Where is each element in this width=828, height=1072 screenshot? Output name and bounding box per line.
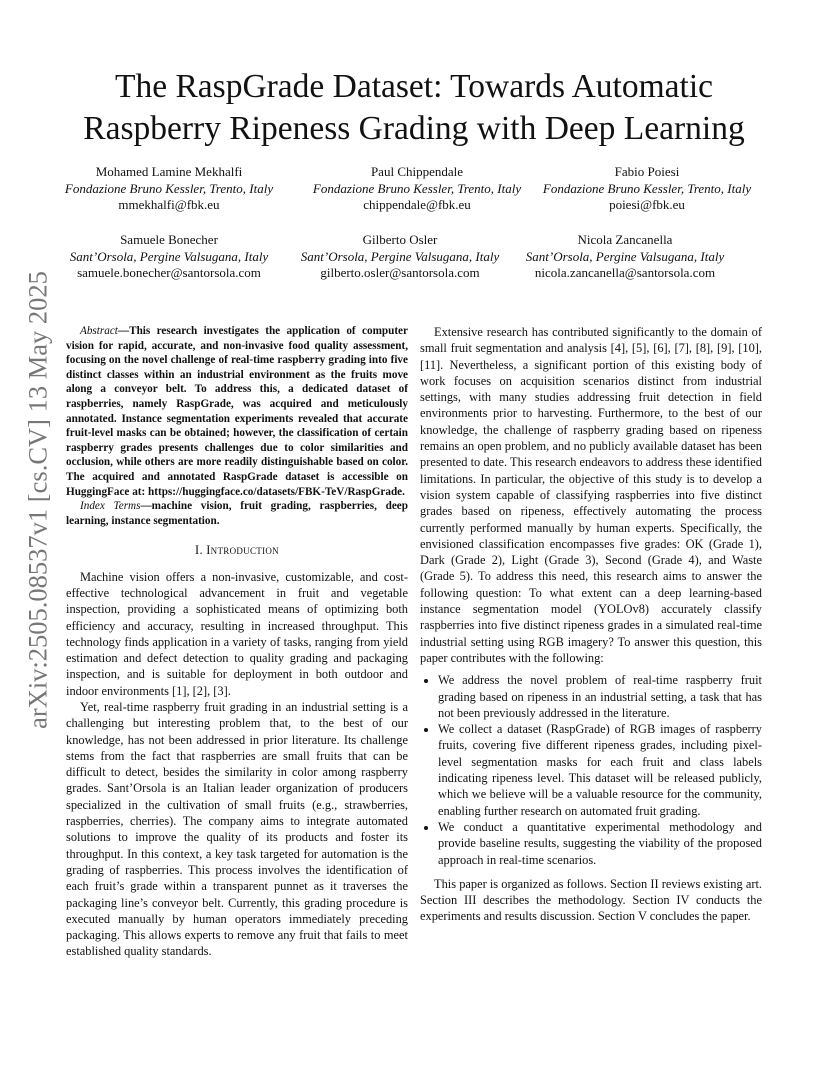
right-column <box>420 324 762 925</box>
author-affiliation: Fondazione Bruno Kessler, Trento, Italy <box>542 180 752 196</box>
arxiv-stamp-text: arXiv:2505.08537v1 [cs.CV] 13 May 2025 <box>22 270 53 729</box>
author-email: gilberto.osler@santorsola.com <box>320 265 480 280</box>
author-name: Gilberto Osler <box>362 232 438 247</box>
author-email: nicola.zancanella@santorsola.com <box>534 265 716 280</box>
body-paragraph: Yet, real-time raspberry fruit grading in an industrial setting is a challenging but interesting problem that, to the best of our knowledge, has not been addressed in prior literature. Its challenge stems from the fact that raspberries are small fruits that can be difficult to detect, besides the similarity in color among raspberry grades. Sant’Orsola is an Italian leader organization of producers specialized in the cultivation of small fruits (e.g., strawberries, raspberries, cherries). The company aims to integrate automated solutions to improve the quality of its products and foster its throughput. In this context, a key task targeted for automation is the grading of raspberries. This process involves the identification of each fruit’s grade within a transparent punnet as it traverses the packaging line’s conveyor belt. Currently, this grading procedure is executed manually by human operators immediately preceding packaging. This allows experts to remove any fruit that fails to meet established quality standards. <box>66 699 408 959</box>
author-block <box>275 232 525 282</box>
list-item: • We conduct a quantitative experimental methodology and provide baseline results, suggesting the viability of the proposed approach in real-time scenarios. <box>438 819 762 868</box>
arxiv-stamp <box>20 270 56 729</box>
list-item: • We collect a dataset (RaspGrade) of RGB images of raspberry fruits, covering five different ripeness grades, including pixel-level segmentation masks for each fruit and class labels indicating ripeness level. This dataset will be released publicly, which we believe will be a valuable resource for the community, enabling further research on automated fruit grading. <box>438 721 762 819</box>
paper-title <box>0 66 828 150</box>
author-email: mmekhalfi@fbk.eu <box>118 197 220 212</box>
index-terms-label: Index Terms <box>80 500 141 513</box>
title-line-1: The RaspGrade Dataset: Towards Automatic <box>114 68 713 105</box>
author-affiliation: Sant’Orsola, Pergine Valsugana, Italy <box>300 248 500 264</box>
left-column <box>66 324 408 960</box>
body-paragraph: This paper is organized as follows. Section II reviews existing art. Section III describes the methodology. Section IV conducts the experiments and results discussion. Section V concludes the paper. <box>420 876 762 924</box>
body-paragraph: Extensive research has contributed significantly to the domain of small fruit segmentation and analysis [4], [5], [6], [7], [8], [9], [10], [11]. Nevertheless, a significant portion of this existing body of work focuses on acquisition scenarios distinct from industrial settings, with many studies addressing fruit detection in field environments prior to harvesting. Furthermore, to the best of our knowledge, the challenge of raspberry grading based on ripeness remains an open problem, and no publicly available dataset has been presented to date. This research endeavors to address these identified limitations. In particular, the objective of this study is to develop a vision system capable of classifying raspberries into five distinct grades based on ripeness, effectively automating the process currently performed manually by human experts. Specifically, the envisioned classification encompasses five grades: OK (Grade 1), Dark (Grade 2), Light (Grade 3), Second (Grade 4), and Waste (Grade 5). To address this need, this research aims to answer the following question: To what extent can a deep learning-based instance segmentation model (YOLOv8) accurately classify raspberries into five distinct ripeness grades in a simulated real-time industrial setting using RGB imagery? To answer this question, this paper contributes with the following: <box>420 325 762 665</box>
author-email: chippendale@fbk.eu <box>363 197 471 212</box>
abstract-label: Abstract <box>80 325 118 337</box>
author-affiliation: Sant’Orsola, Pergine Valsugana, Italy <box>69 248 269 264</box>
section-number: I. <box>195 543 207 558</box>
author-email: samuele.bonecher@santorsola.com <box>77 265 261 280</box>
list-item: • We address the novel problem of real-time raspberry fruit grading based on ripeness in an industrial setting, a task that has not been previously addressed in the literature. <box>438 672 762 721</box>
author-block <box>44 164 294 214</box>
author-affiliation: Fondazione Bruno Kessler, Trento, Italy <box>312 180 522 196</box>
abstract-text: —This research investigates the application of computer vision for rapid, accurate, and non-invasive food quality assessment, focusing on the novel challenge of real-time raspberry grading into five distinct classes within an industrial environment as the fruits move along a conveyor belt. To address this, a dedicated dataset of raspberries, namely RaspGrade, was acquired and meticulously annotated. Instance segmentation experiments revealed that accurate fruit-level masks can be obtained; however, the classification of certain raspberry grades presents challenges due to color similarities and occlusion, while others are more readily distinguishable based on color. The acquired and annotated RaspGrade dataset is accessible on HuggingFace at: https://huggingface.co/datasets/FBK-TeV/RaspGrade. <box>66 325 408 498</box>
section-title: Introduction <box>206 543 279 558</box>
section-heading <box>66 542 408 558</box>
abstract <box>66 324 408 499</box>
author-block <box>292 164 542 214</box>
body-paragraph: Machine vision offers a non-invasive, customizable, and cost-effective technological advancement in fruit and vegetable inspection, providing a sophisticated means of optimizing both efficiency and accuracy, resulting in increased throughput. This technology finds application in a variety of tasks, ranging from yield estimation and defect detection to quality grading and packaging inspection, and is suitable for deployment in both outdoor and indoor environments [1], [2], [3]. <box>66 569 408 698</box>
author-name: Mohamed Lamine Mekhalfi <box>95 164 243 179</box>
author-name: Nicola Zancanella <box>577 232 673 247</box>
author-block <box>522 164 772 214</box>
index-terms <box>66 499 408 528</box>
author-name: Samuele Bonecher <box>120 232 218 247</box>
author-affiliation: Sant’Orsola, Pergine Valsugana, Italy <box>525 248 725 264</box>
title-line-2: Raspberry Ripeness Grading with Deep Learning <box>83 110 745 147</box>
author-name: Paul Chippendale <box>370 164 464 179</box>
author-affiliation: Fondazione Bruno Kessler, Trento, Italy <box>64 180 274 196</box>
index-terms-text: —machine vision, fruit grading, raspberries, deep learning, instance segmentation. <box>66 500 408 527</box>
author-name: Fabio Poiesi <box>614 164 680 179</box>
author-block <box>500 232 750 282</box>
author-block <box>44 232 294 282</box>
author-email: poiesi@fbk.eu <box>609 197 685 212</box>
contribution-list <box>420 672 762 868</box>
